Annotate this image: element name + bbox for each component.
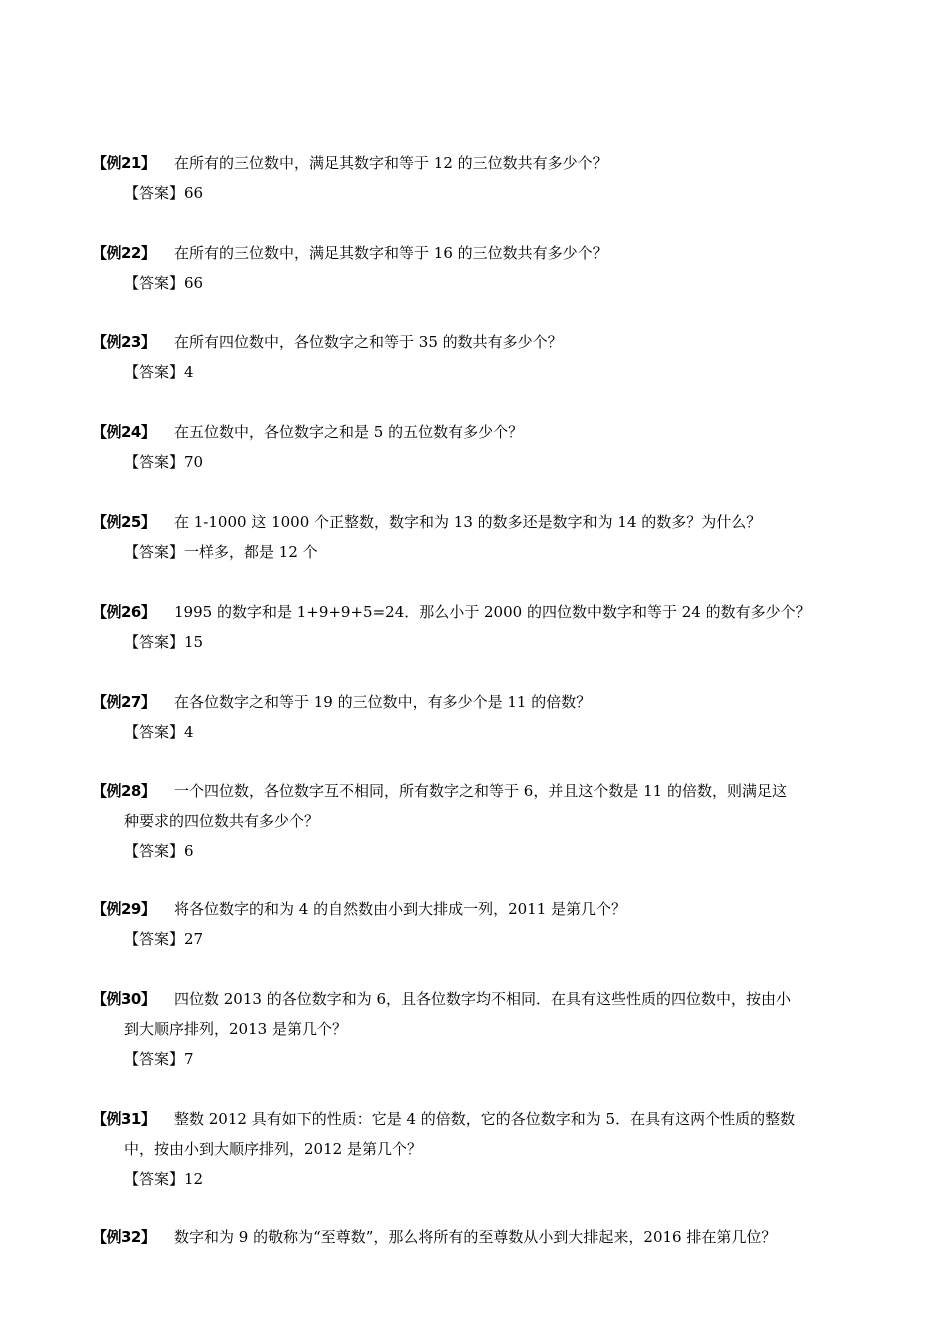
problem-text-continued: 中，按由小到大顺序排列，2012 是第几个？	[124, 1140, 422, 1158]
problem-tag: 【例31】	[92, 1110, 156, 1128]
answer-label: 【答案】	[124, 723, 185, 741]
answer-label: 【答案】	[124, 1050, 185, 1068]
problem-text-continued: 种要求的四位数共有多少个？	[124, 812, 320, 830]
problem-tag: 【例22】	[92, 244, 156, 262]
problem-28	[92, 776, 872, 866]
answer	[92, 447, 872, 477]
answer	[92, 1044, 872, 1074]
problem-text: 在各位数字之和等于 19 的三位数中，有多少个是 11 的倍数？	[174, 693, 592, 711]
answer-label: 【答案】	[124, 930, 185, 948]
problem-tag: 【例27】	[92, 693, 156, 711]
answer-value: 15	[184, 633, 204, 651]
problem-text: 在所有的三位数中，满足其数字和等于 12 的三位数共有多少个？	[174, 154, 608, 172]
problem-tag: 【例25】	[92, 513, 156, 531]
problem-24	[92, 417, 872, 477]
problem-tag: 【例32】	[92, 1228, 156, 1246]
problem-31	[92, 1104, 872, 1194]
problem-text: 在五位数中，各位数字之和是 5 的五位数有多少个？	[174, 423, 524, 441]
answer-value: 4	[184, 363, 194, 381]
answer-value: 27	[184, 930, 204, 948]
answer-value: 4	[184, 723, 194, 741]
answer-label: 【答案】	[124, 363, 185, 381]
answer-label: 【答案】	[124, 184, 185, 202]
answer	[92, 357, 872, 387]
answer-value: 一样多，都是 12 个	[184, 543, 318, 561]
problem-21	[92, 148, 872, 208]
answer	[92, 268, 872, 298]
problem-25	[92, 507, 872, 567]
problem-29	[92, 894, 872, 954]
problem-text: 一个四位数，各位数字互不相同，所有数字之和等于 6，并且这个数是 11 的倍数，则满足这	[174, 782, 787, 800]
problem-text: 在所有四位数中，各位数字之和等于 35 的数共有多少个？	[174, 333, 563, 351]
answer	[92, 924, 872, 954]
answer-label: 【答案】	[124, 274, 185, 292]
answer	[92, 537, 872, 567]
problem-text: 1995 的数字和是 1+9+9+5=24．那么小于 2000 的四位数中数字和等于 24 的数有多少个？	[174, 603, 811, 621]
problem-tag: 【例24】	[92, 423, 156, 441]
answer-value: 7	[184, 1050, 194, 1068]
problem-23	[92, 327, 872, 387]
answer-value: 66	[184, 184, 204, 202]
answer-value: 66	[184, 274, 204, 292]
answer-label: 【答案】	[124, 453, 185, 471]
problem-text: 整数 2012 具有如下的性质：它是 4 的倍数，它的各位数字和为 5．在具有这两个性质的整数	[174, 1110, 796, 1128]
problem-tag: 【例21】	[92, 154, 156, 172]
answer-label: 【答案】	[124, 842, 185, 860]
problem-tag: 【例26】	[92, 603, 156, 621]
problem-tag: 【例29】	[92, 900, 156, 918]
problem-text-continued: 到大顺序排列，2013 是第几个？	[124, 1020, 347, 1038]
answer	[92, 836, 872, 866]
problem-32	[92, 1222, 872, 1252]
problem-30	[92, 984, 872, 1074]
answer-label: 【答案】	[124, 543, 185, 561]
problem-tag: 【例23】	[92, 333, 156, 351]
problem-text: 将各位数字的和为 4 的自然数由小到大排成一列，2011 是第几个？	[174, 900, 627, 918]
problem-27	[92, 687, 872, 747]
problem-tag: 【例30】	[92, 990, 156, 1008]
problem-text: 四位数 2013 的各位数字和为 6，且各位数字均不相同．在具有这些性质的四位数中，按由小	[174, 990, 792, 1008]
answer-value: 6	[184, 842, 194, 860]
answer	[92, 178, 872, 208]
answer	[92, 717, 872, 747]
problem-text: 在 1-1000 这 1000 个正整数，数字和为 13 的数多还是数字和为 14 的数多？为什么？	[174, 513, 762, 531]
answer-value: 70	[184, 453, 204, 471]
problem-26	[92, 597, 872, 657]
answer	[92, 1164, 872, 1194]
answer-label: 【答案】	[124, 1170, 185, 1188]
problem-22	[92, 238, 872, 298]
answer-label: 【答案】	[124, 633, 185, 651]
answer	[92, 627, 872, 657]
problem-text: 数字和为 9 的敬称为“至尊数”，那么将所有的至尊数从小到大排起来，2016 排在第几位？	[174, 1228, 777, 1246]
problem-text: 在所有的三位数中，满足其数字和等于 16 的三位数共有多少个？	[174, 244, 608, 262]
answer-value: 12	[184, 1170, 204, 1188]
problem-tag: 【例28】	[92, 782, 156, 800]
